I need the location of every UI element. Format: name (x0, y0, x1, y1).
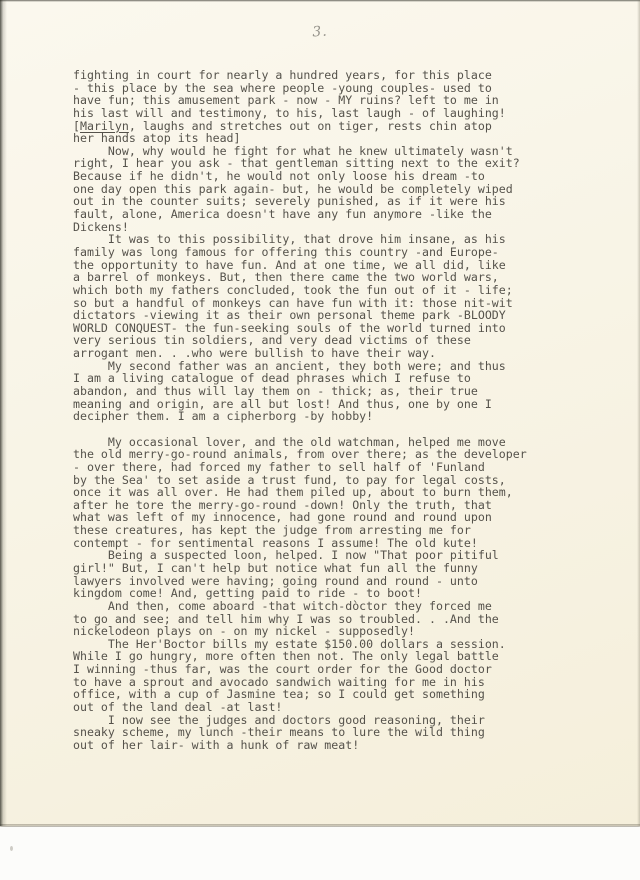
text-line: contempt - for sentimental reasons I assume! The old kute! (73, 535, 478, 550)
text-line: My second father was an ancient, they both were; and thus (73, 358, 506, 373)
text-line: Dickens! (73, 219, 129, 234)
text-line: nickelodeon plays on - on my nickel - supposedly! (73, 624, 416, 639)
text-line: fighting in court for nearly a hundred years, for this place (73, 68, 492, 82)
text-line: which both my fathers concluded, took the fun out of it - life; (73, 282, 513, 297)
text-line: sneaky scheme, my lunch -their means to lure the wild thing (73, 725, 485, 740)
text-line: after he tore the merry-go-round -down! Only the truth, that (73, 497, 492, 512)
text-line: have fun; this amusement park - now - MY ruins? left to me in (73, 93, 499, 108)
text-line: family was long famous for offering this country -and Europe- (73, 244, 499, 259)
text-line: I winning -thus far, was the court order for the Good doctor (73, 662, 492, 677)
text-line: Being a suspected loon, helped. I now "That poor pitiful (73, 548, 499, 563)
text-line: While I go hungry, more often then not. The only legal battle (73, 649, 499, 664)
text-line: fault, alone, America doesn't have any fun anymore -like the (73, 207, 492, 222)
text-line: I now see the judges and doctors good reasoning, their (73, 712, 485, 727)
text-line: decipher them. I am a cipherborg -by hobby! (73, 409, 374, 424)
text-line: one day open this park again- but, he would be completely wiped (73, 181, 513, 196)
text-line: a barrel of monkeys. But, then there came the two world wars, (73, 270, 499, 285)
text-line: - this place by the sea where people -young couples- used to (73, 80, 492, 95)
text-line: very serious tin soldiers, and very dead victims of these (73, 333, 471, 348)
text-line: the opportunity to have fun. And at one time, we all did, like (73, 257, 506, 272)
text-line: girl!" But, I can't help but notice what fun all the funny (73, 560, 478, 575)
text-line: right, I hear you ask - that gentleman sitting next to the exit? (73, 156, 520, 171)
text-line: And then, come aboard -that witch-dòctor they forced me (73, 598, 492, 613)
scanner-background (0, 827, 640, 880)
text-line: Because if he didn't, he would not only loose his dream -to (73, 169, 485, 184)
text-line: - over there, had forced my father to sell half of 'Funland (73, 459, 485, 474)
text-line: out in the counter suits; severely punished, as if it were his (73, 194, 506, 209)
text-line: kingdom come! And, getting paid to ride - to boot! (73, 586, 423, 601)
text-line: The Her'Boctor bills my estate $150.00 dollars a session. (73, 636, 506, 651)
text-line: what was left of my innocence, had gone round and round upon (73, 510, 492, 525)
text-line: Now, why would he fight for what he knew ultimately wasn't (73, 143, 513, 158)
text-line: [Marilyn, laughs and stretches out on tiger, rests chin atop (73, 118, 492, 133)
text-line: abandon, and thus will lay them on - thick; as, their true (73, 384, 478, 399)
text-line (73, 423, 527, 436)
text-line: once it was all over. He had them piled up, about to burn them, (73, 485, 513, 500)
text-line: out of her lair- with a hunk of raw meat! (73, 737, 360, 752)
text-line: lawyers involved were having; going round and round - unto (73, 573, 478, 588)
text-line: I am a living catalogue of dead phrases which I refuse to (73, 371, 471, 386)
scan-smudge (10, 846, 13, 851)
text-line: by the Sea' to set aside a trust fund, to pay for legal costs, (73, 472, 506, 487)
typewriter-text (73, 69, 527, 752)
scan-edge-left (0, 0, 7, 826)
text-line: meaning and origin, are all but lost! And thus, one by one I (73, 396, 492, 411)
text-line: WORLD CONQUEST- the fun-seeking souls of the world turned into (73, 320, 506, 335)
text-line: arrogant men. . .who were bullish to have their way. (73, 346, 436, 361)
text-line: It was to this possibility, that drove him insane, as his (73, 232, 506, 247)
text-line: dictators -viewing it as their own personal theme park -BLOODY (73, 308, 506, 323)
text-line: his last will and testimony, to his, last laugh - of laughing! (73, 105, 506, 120)
text-line: her hands atop its head] (73, 131, 241, 146)
text-line: so but a handful of monkeys can have fun with it: those nit-wit (73, 295, 513, 310)
text-line: My occasional lover, and the old watchman, helped me move (73, 434, 506, 449)
text-line: to have a sprout and avocado sandwich waiting for me in his (73, 674, 485, 689)
text-line: to go and see; and tell him why I was so troubled. . .And the (73, 611, 499, 626)
text-line: these creatures, has kept the judge from arresting me for (73, 523, 471, 538)
scan-edge-top (0, 0, 640, 2)
text-line: out of the land deal -at last! (73, 700, 283, 715)
page-number: 3. (311, 23, 329, 41)
text-line: the old merry-go-round animals, from over there; as the developer (73, 447, 527, 462)
text-line: office, with a cup of Jasmine tea; so I could get something (73, 687, 485, 702)
